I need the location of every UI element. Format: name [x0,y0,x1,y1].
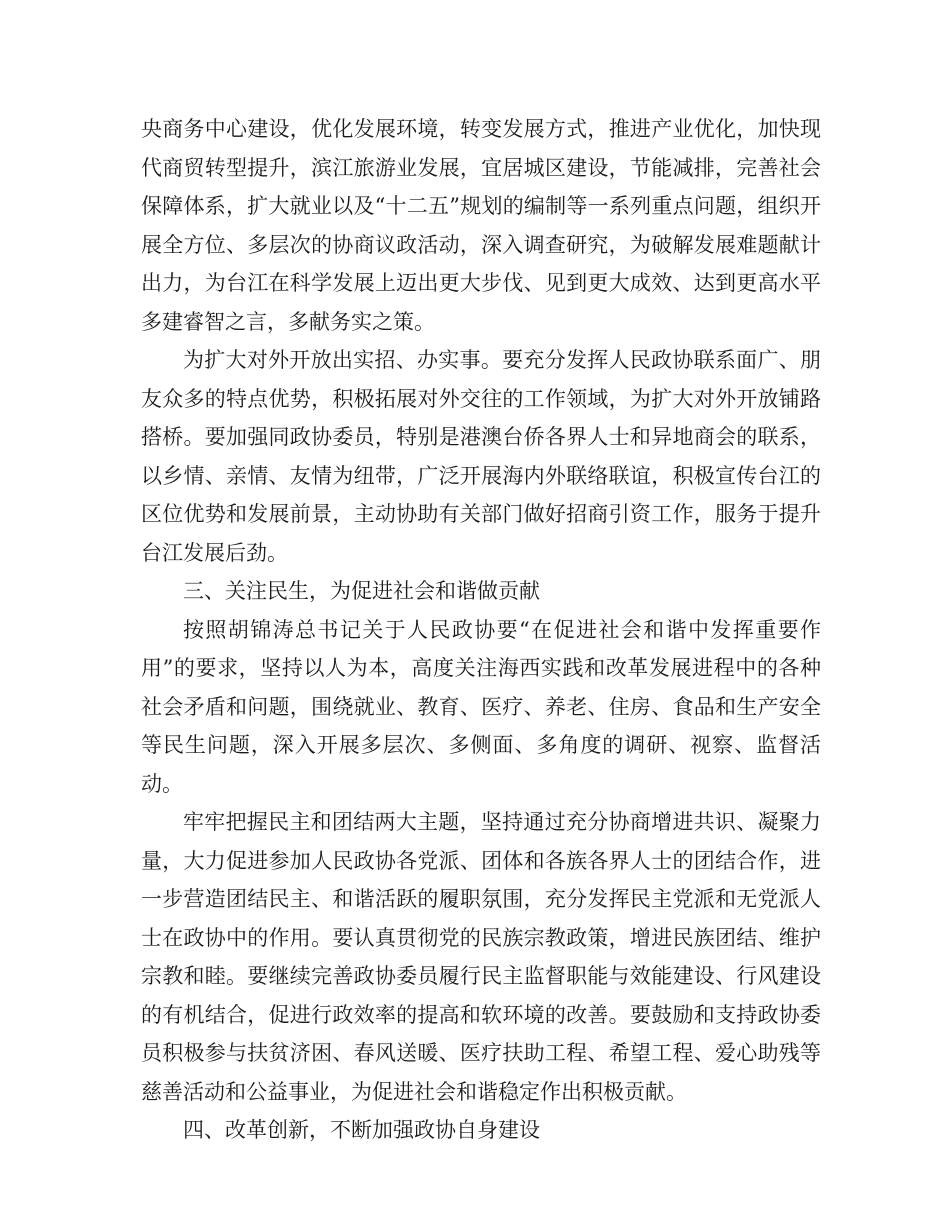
paragraph-unity: 牢牢把握民主和团结两大主题，坚持通过充分协商增进共识、凝聚力量，大力促进参加人民政协各党派、团体和各族各界人士的团结合作，进一步营造团结民主、和谐活跃的履职氛围，充分发挥民主党派和无党派人士在政协中的作用。要认真贯彻党的民族宗教政策，增进民族团结、维护宗教和睦。要继续完善政协委员履行民主监督职能与效能建设、行风建设的有机结合，促进行政效率的提高和软环境的改善。要鼓励和支持政协委员积极参与扶贫济困、春风送暖、医疗扶助工程、希望工程、爱心助残等慈善活动和公益事业，为促进社会和谐稳定作出积极贡献。 [141,810,821,1104]
section-heading-3: 三、关注民生，为促进社会和谐做贡献 [183,579,540,603]
document-body [141,110,821,1150]
paragraph-continuation: 央商务中心建设，优化发展环境，转变发展方式，推进产业优化，加快现代商贸转型提升，滨江旅游业发展，宜居城区建设，节能减排，完善社会保障体系，扩大就业以及“十二五”规划的编制等一系列重点问题，组织开展全方位、多层次的协商议政活动，深入调查研究，为破解发展难题献计出力，为台江在科学发展上迈出更大步伐、见到更大成效、达到更高水平多建睿智之言，多献务实之策。 [141,117,821,334]
paragraph-opening-up: 为扩大对外开放出实招、办实事。要充分发挥人民政协联系面广、朋友众多的特点优势，积极拓展对外交往的工作领域，为扩大对外开放铺路搭桥。要加强同政协委员，特别是港澳台侨各界人士和异地商会的联系，以乡情、亲情、友情为纽带，广泛开展海内外联络联谊，积极宣传台江的区位优势和发展前景，主动协助有关部门做好招商引资工作，服务于提升台江发展后劲。 [141,348,821,565]
paragraph-livelihood: 按照胡锦涛总书记关于人民政协要“在促进社会和谐中发挥重要作用”的要求，坚持以人为本，高度关注海西实践和改革发展进程中的各种社会矛盾和问题，围绕就业、教育、医疗、养老、住房、食品和生产安全等民生问题，深入开展多层次、多侧面、多角度的调研、视察、监督活动。 [141,617,821,796]
section-heading-4: 四、改革创新，不断加强政协自身建设 [183,1118,540,1142]
